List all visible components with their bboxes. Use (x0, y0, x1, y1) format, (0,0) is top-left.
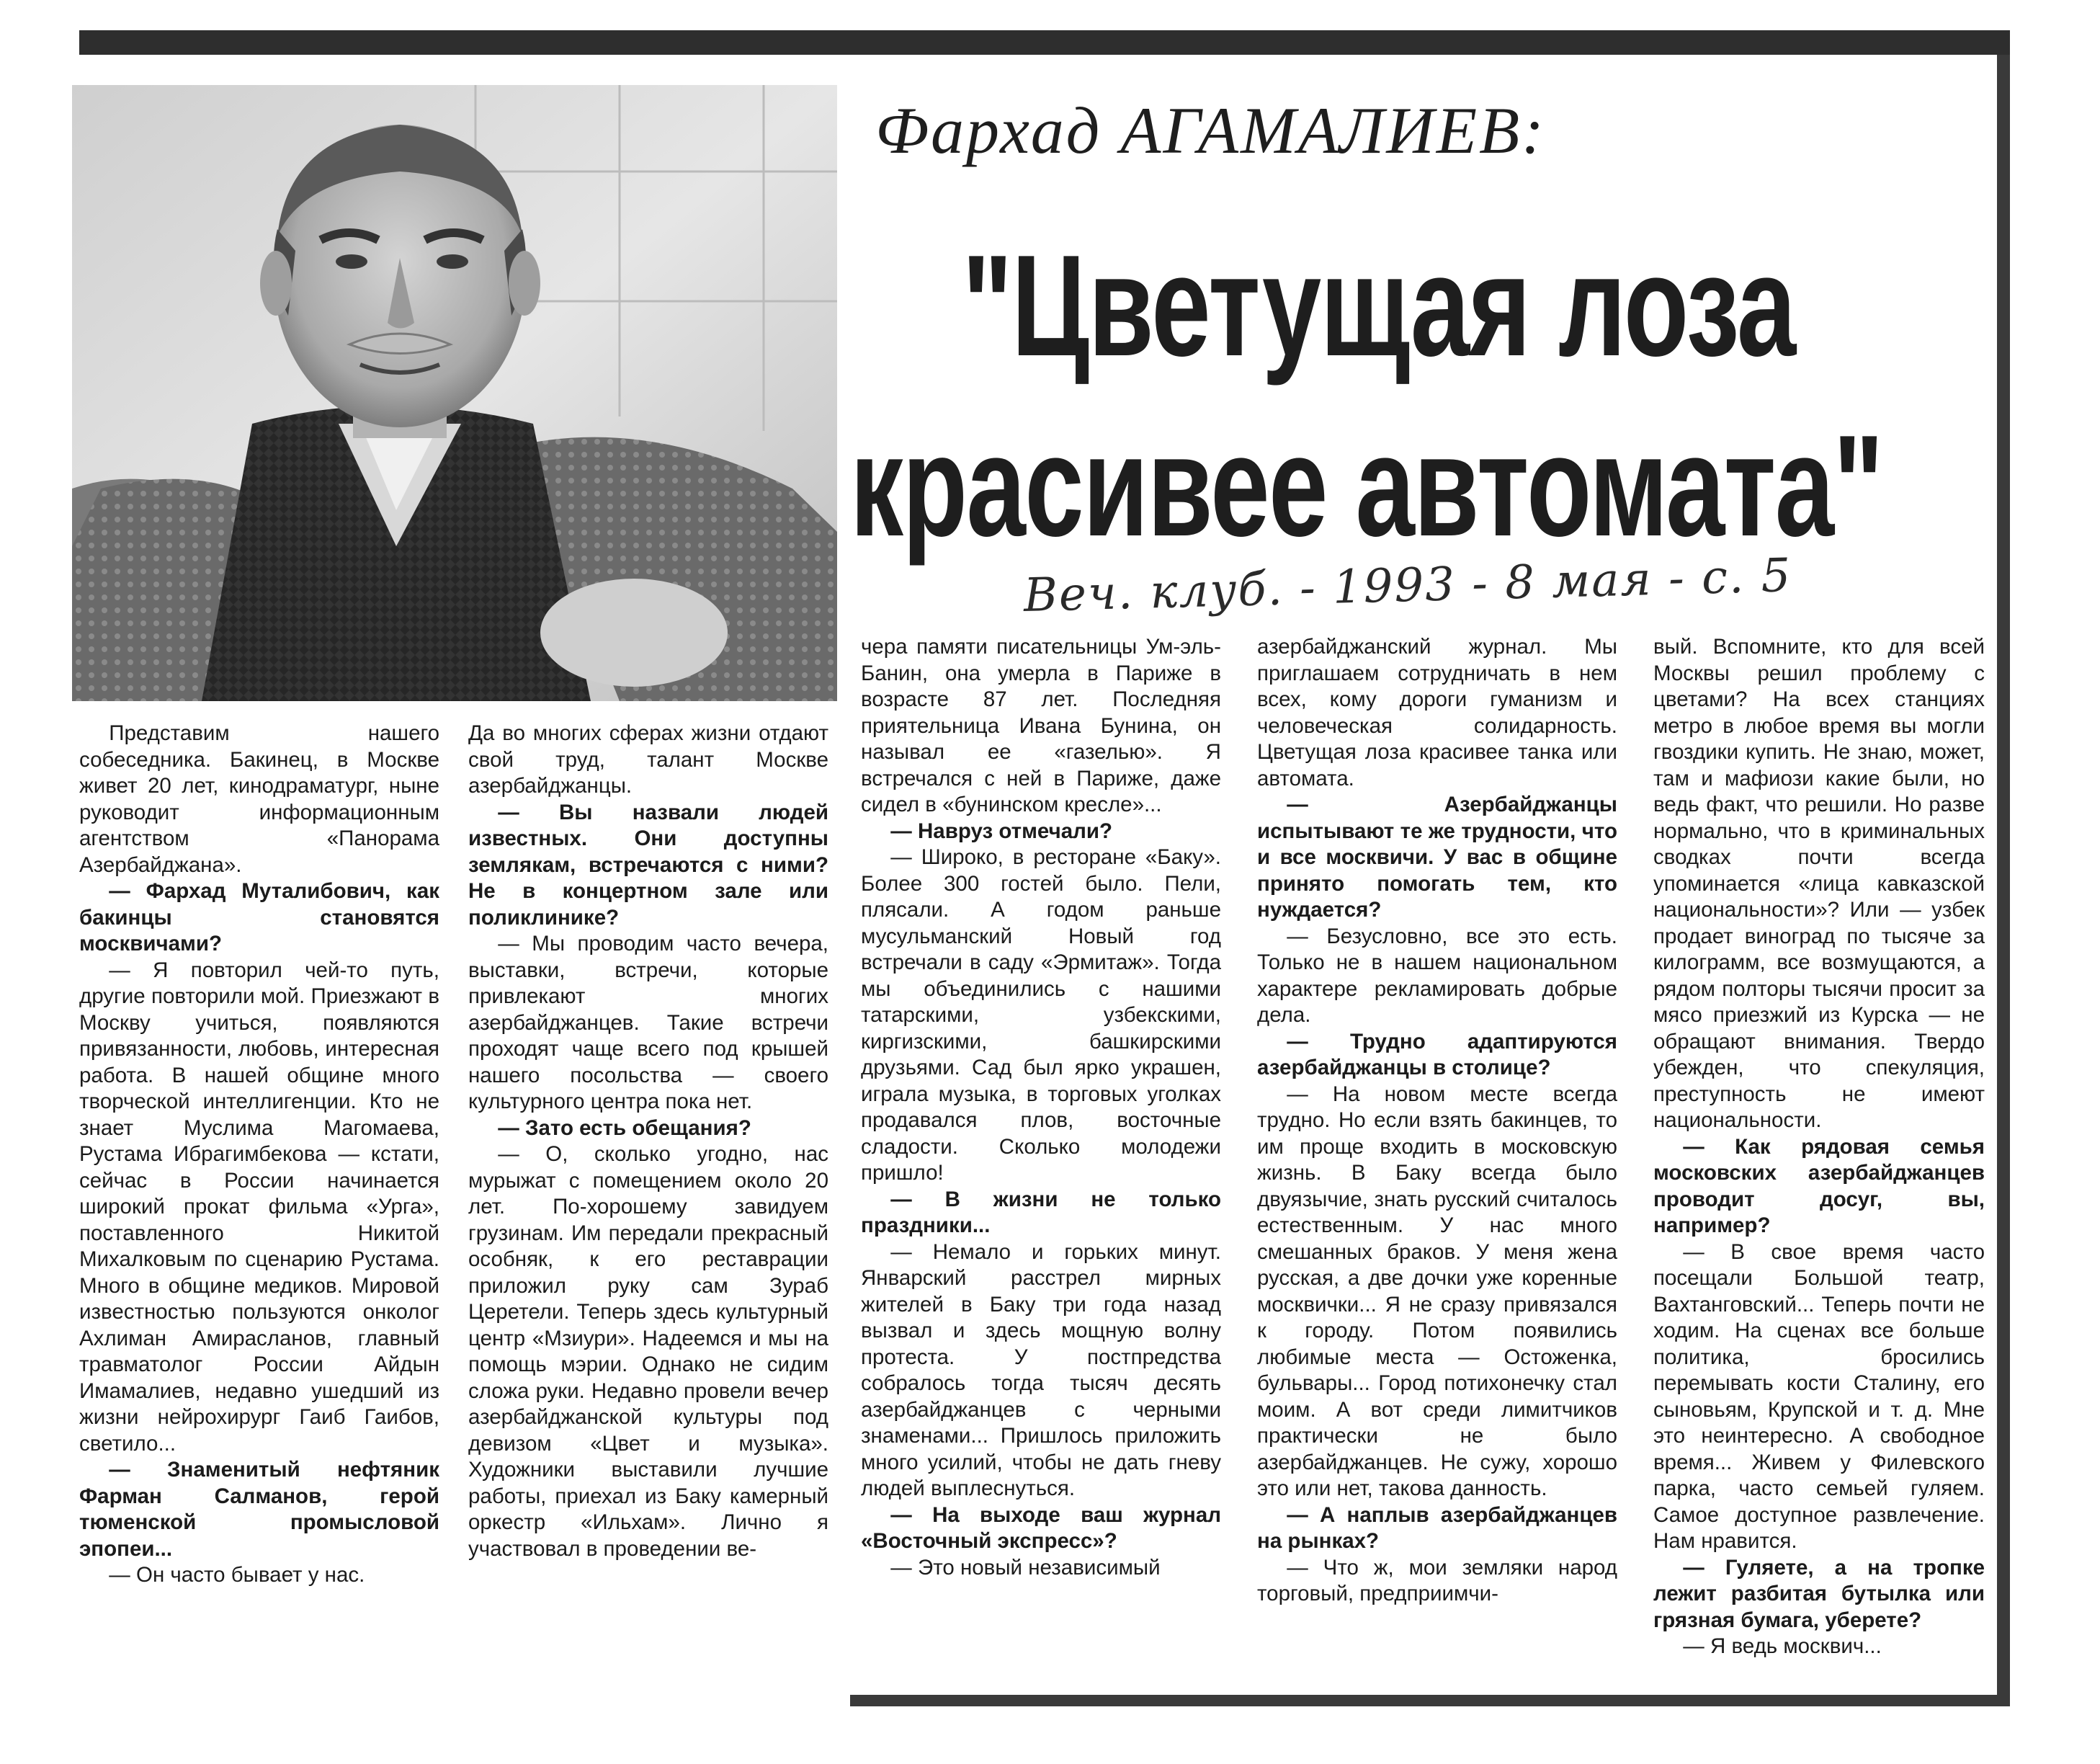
interview-paragraph: — Что ж, мои земляки народ торговый, предприимчи- (1257, 1555, 1617, 1605)
interview-question: — Вы назвали людей известных. Они доступны землякам, встречаются с ними? Не в концертном зале или поликлинике? (468, 800, 828, 930)
interview-question: — Гуляете, а на тропке лежит разбитая бутылка или грязная бумага, уберете? (1653, 1555, 1985, 1632)
portrait-photo-image (72, 85, 837, 701)
interview-question: — Как рядовая семья московских азербайджанцев проводит досуг, вы, например? (1653, 1134, 1985, 1237)
interview-paragraph: — Широко, в ресторане «Баку». Более 300 гостей было. Пели, плясали. А годом раньше мусульманский Новый год встречали в саду «Эрмитаж». Тогда мы объединились с нашими татарскими, узбекскими, киргизскими, башкирскими друзьями. Сад был ярко украшен, играла музыка, в торговых уголках продавался плов, восточные сладости. Сколько молодежи пришло! (861, 845, 1221, 1185)
interview-question: — Фархад Муталибович, как бакинцы становятся москвичами? (79, 879, 439, 956)
text-column-2 (468, 721, 828, 1562)
handwritten-source-note: Веч. клуб. - 1993 - 8 мая - с. 5 (1023, 549, 1793, 623)
interview-paragraph: — Безусловно, все это есть. Только не в нашем национальном характере рекламировать добрые дела. (1257, 924, 1617, 1027)
article-headline (850, 216, 1883, 576)
interview-paragraph: — Это новый независимый (890, 1555, 1161, 1580)
text-column-5 (1653, 634, 1985, 1660)
interview-paragraph: чера памяти писательницы Ум-эль-Банин, она умерла в Париже в возрасте 87 лет. Последняя приятельница Ивана Бунина, он называл ее «газелью». Я встречался с ней в Париже, даже сидел в «бунинском кресле»... (861, 635, 1221, 816)
interview-question: — Трудно адаптируются азербайджанцы в столице? (1257, 1029, 1617, 1079)
interview-question: — Зато есть обещания? (498, 1115, 751, 1140)
article-byline: Фархад АГАМАЛИЕВ: (875, 94, 1546, 167)
interview-paragraph: вый. Вспомните, кто для всей Москвы решил проблему с цветами? На всех станциях метро в любое время вы могли гвоздики купить. Не знаю, может, там и мафиози какие были, но ведь факт, что решили. Но разве нормально, что в криминальных сводках почти всегда упоминается «лица кавказской национальности»? Или — узбек продает виноград по тысяче за килограмм, все возмущаются, а рядом полторы тысячи просит за мясо приезжий из Курска — не обращают внимания. Твердо убежден, что спекуляция, преступность не имеют национальности. (1653, 635, 1985, 1132)
bottom-rule (850, 1695, 2010, 1706)
interview-paragraph: — Я повторил чей-то путь, другие повторили мой. Приезжают в Москву учиться, появляются привязанности, любовь, интересная работа. В нашей общине много творческой интеллигенции. Кто не знает Муслима Магомаева, Рустама Ибрагимбекова — кстати, сейчас в России начинается широкий прокат фильма «Урга», поставленного Никитой Михалковым по сценарию Рустама. Много в общине медиков. Мировой известностью пользуются онколог Ахлиман Амирасланов, главный травматолог России Айдын Имамалиев, недавно ушедший из жизни нейрохирург Гаиб Гаибов, светило... (79, 958, 439, 1456)
interview-paragraph: — О, сколько угодно, нас мурыжат с помещением около 20 лет. По-хорошему завидуем грузинам. Им передали прекрасный особняк, к его реставрации приложил руку сам Зураб Церетели. Теперь здесь культурный центр «Мзиури». Надеемся и мы на помощь мэрии. Однако не сидим сложа руки. Недавно провели вечер азербайджанской культуры под девизом «Цвет и музыка». Художники выставили лучшие работы, приехал из Баку камерный оркестр «Ильхам». Лично я участвовал в проведении ве- (468, 1142, 828, 1561)
interview-paragraph: Представим нашего собеседника. Бакинец, в Москве живет 20 лет, кинодраматург, ныне руководит информационным агентством «Панорама Азербайджана». (79, 721, 439, 877)
interview-paragraph: — Немало и горьких минут. Январский расстрел мирных жителей в Баку три года назад вызвал и здесь мощную волну протеста. У постпредства собралось тогда тысяч десять азербайджанцев с черными знаменами... Пришлось приложить много усилий, чтобы не дать гневу людей выплеснуться. (861, 1239, 1221, 1500)
right-rule (1997, 55, 2010, 1705)
interview-paragraph: — Я ведь москвич... (1683, 1634, 1882, 1658)
text-column-1 (79, 721, 439, 1589)
top-rule (79, 30, 2010, 55)
text-column-4 (1257, 634, 1617, 1608)
interview-paragraph: Да во многих сферах жизни отдают свой труд, талант Москве азербайджанцы. (468, 721, 828, 798)
interview-paragraph: — Он часто бывает у нас. (109, 1563, 365, 1587)
interview-question: — Навруз отмечали? (890, 819, 1113, 843)
interview-question: — На выходе ваш журнал «Восточный экспресс»? (861, 1502, 1221, 1553)
text-column-3 (861, 634, 1221, 1581)
headline-line-2: красивее автомата" (850, 406, 1883, 566)
interview-question: — В жизни не только праздники... (861, 1187, 1221, 1237)
interview-paragraph: — На новом месте всегда трудно. Но если взять бакинцев, то им проще входить в московскую жизнь. В Баку всегда было двуязычие, знать русский считалось естественным. У нас много смешанных браков. У меня жена русская, а две дочки уже коренные москвички... Я не сразу привязался к городу. Потом появились любимые места — Остоженка, бульвары... Город потихонечку стал моим. А вот среди лимитчиков практически не было азербайджанцев. Не сужу, хорошо это или нет, такова данность. (1257, 1082, 1617, 1500)
interview-paragraph: азербайджанский журнал. Мы приглашаем сотрудничать в нем всех, кому дороги гуманизм и человеческая солидарность. Цветущая лоза красивее танка или автомата. (1257, 635, 1617, 790)
interview-paragraph: — В свое время часто посещали Большой театр, Вахтанговский... Теперь почти не ходим. На сценах все больше политика, бросились перемывать кости Сталину, его сыновьям, Крупской и т. д. Мне это неинтересно. А свободное время... Живем у Филевского парка, часто семьей гуляем. Самое доступное развлечение. Нам нравится. (1653, 1239, 1985, 1553)
interview-paragraph: — Мы проводим часто вечера, выставки, встречи, которые привлекают многих азербайджанцев. Такие встречи проходят чаще всего под крышей нашего посольства — своего культурного центра пока нет. (468, 932, 828, 1113)
interview-question: — Знаменитый нефтяник Фарман Салманов, герой тюменской промысловой эпопеи... (79, 1458, 439, 1561)
headline-line-1: "Цветущая лоза (962, 226, 1795, 386)
interview-question: — Азербайджанцы испытывают те же трудности, что и все москвичи. У вас в общине принято помогать тем, кто нуждается? (1257, 793, 1617, 922)
portrait-photo (72, 85, 837, 701)
interview-question: — А наплыв азербайджанцев на рынках? (1257, 1502, 1617, 1553)
